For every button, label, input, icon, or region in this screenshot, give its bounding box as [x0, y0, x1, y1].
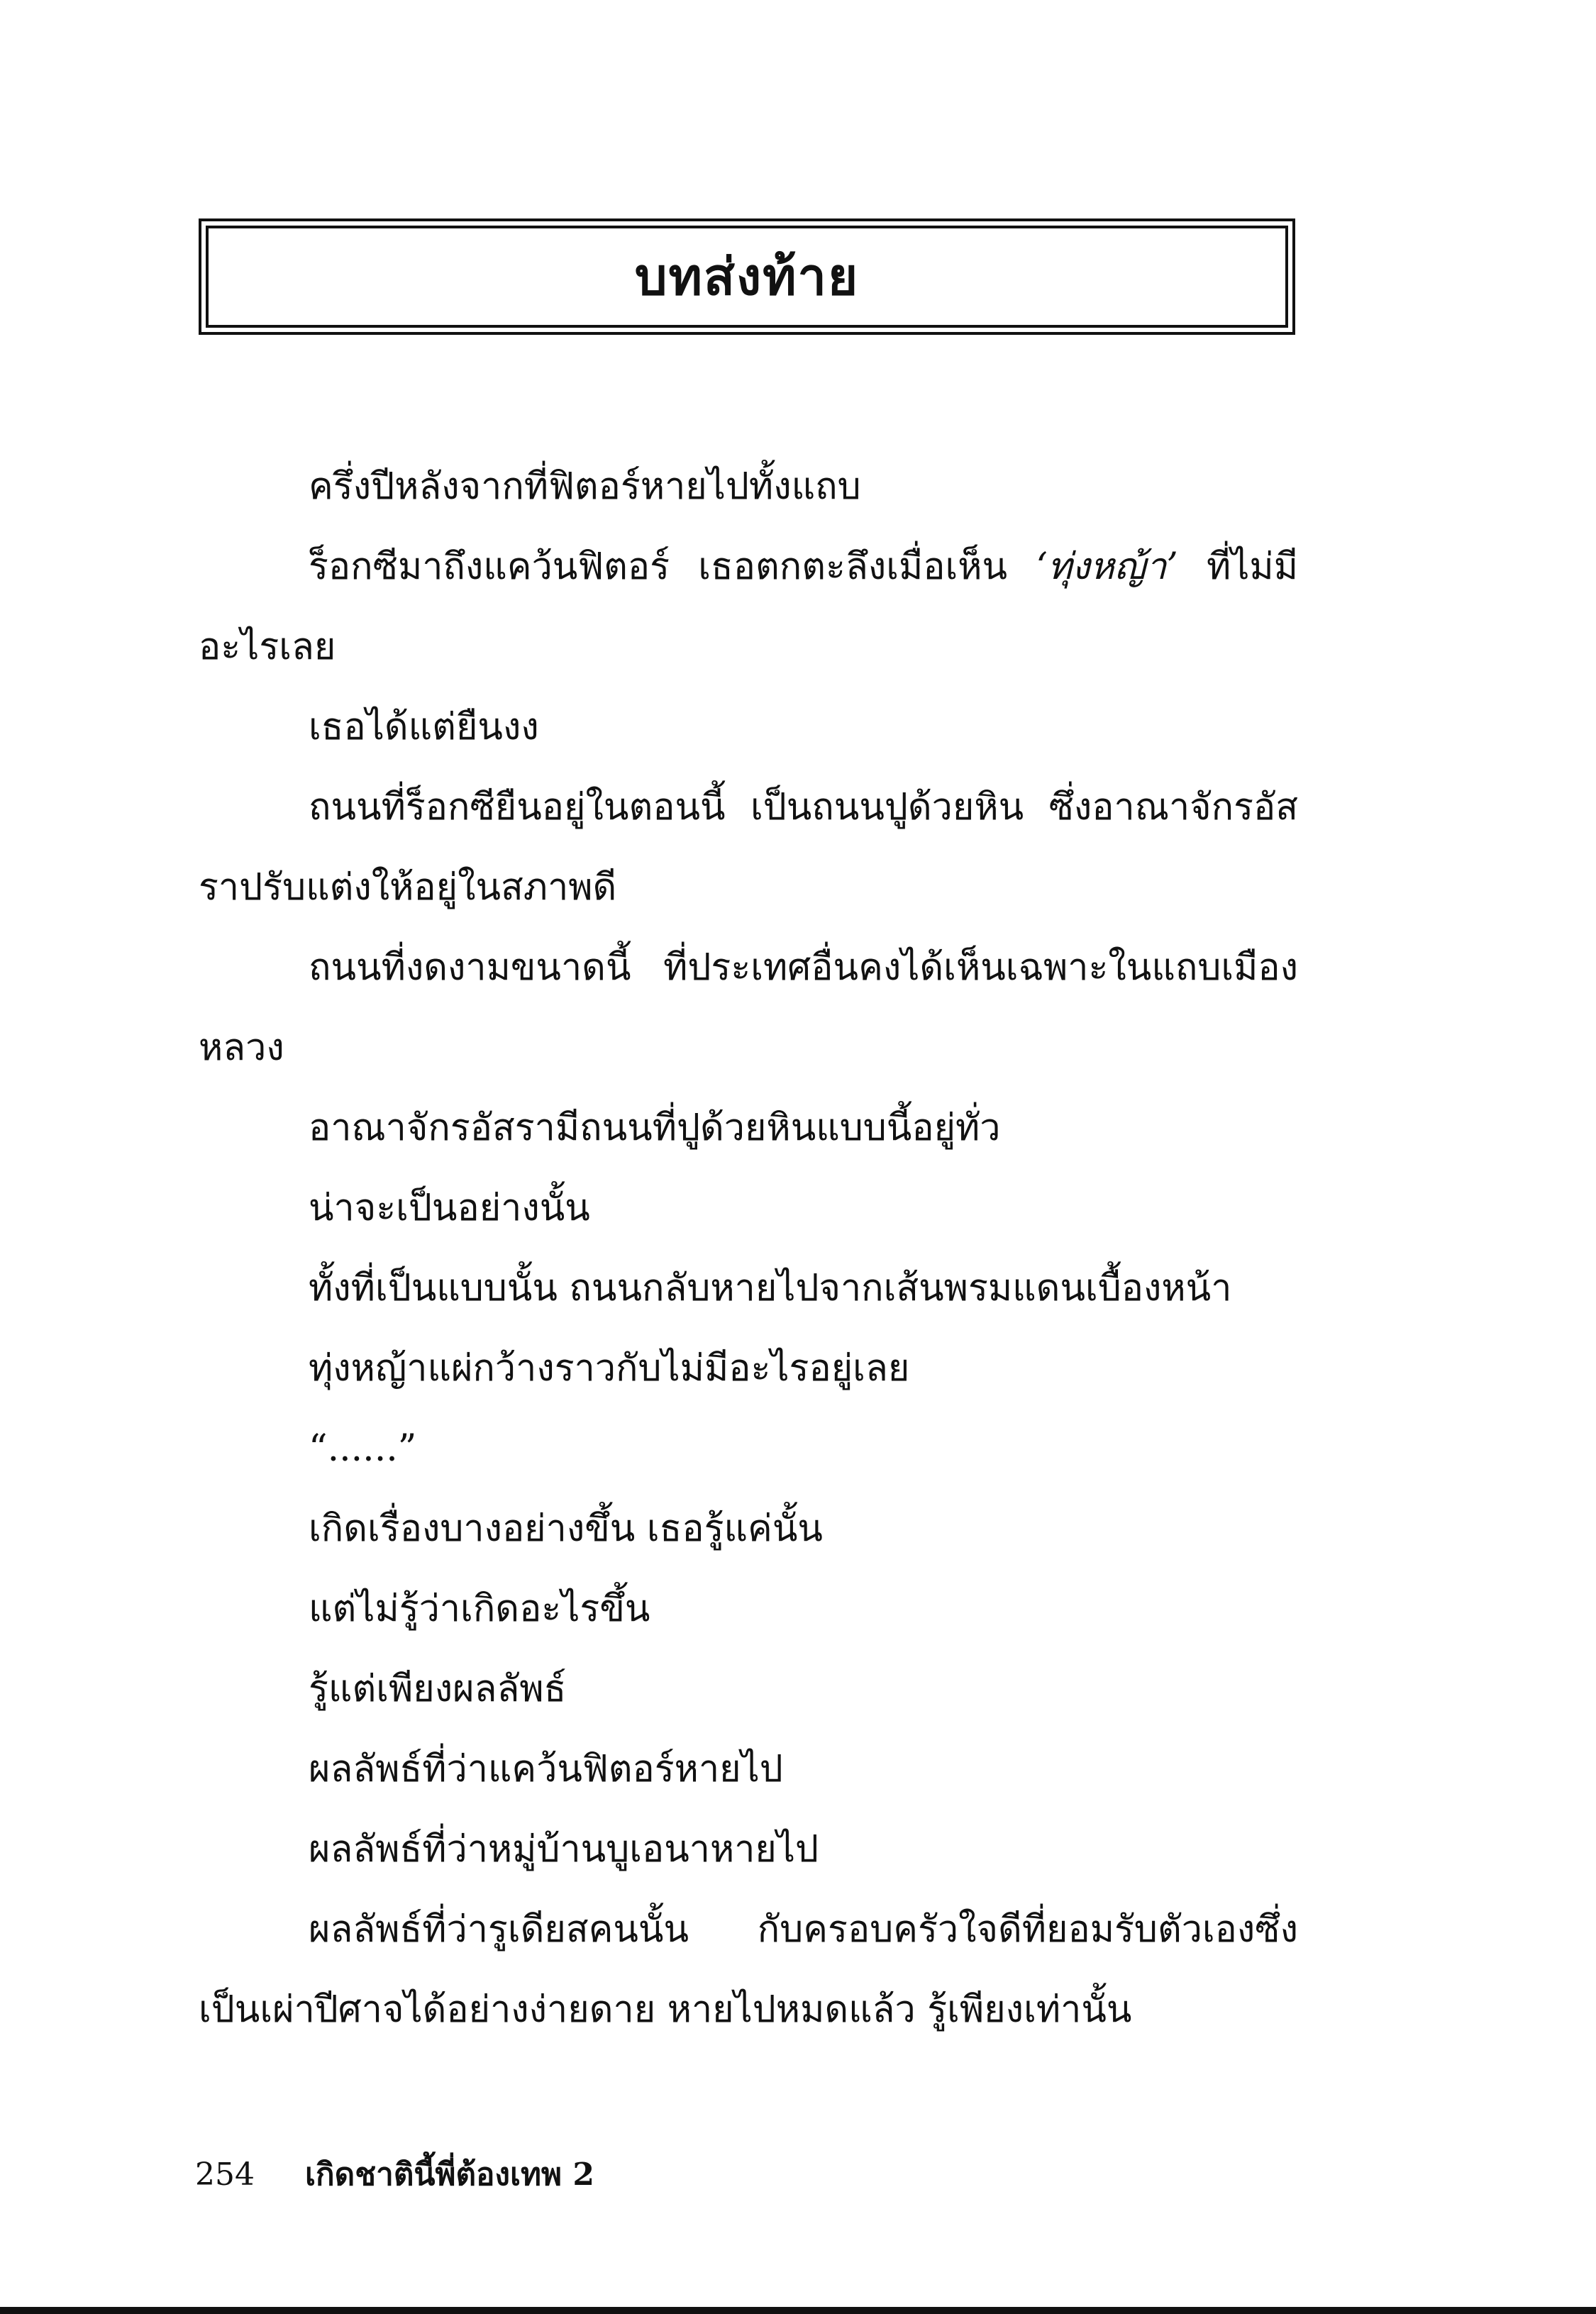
paragraph: แต่ไม่รู้ว่าเกิดอะไรขึ้น: [309, 1588, 650, 1630]
paragraph: เกิดเรื่องบางอย่างขึ้น เธอรู้แค่นั้น: [309, 1507, 823, 1550]
page-number: 254: [195, 2157, 255, 2193]
paragraph: รู้แต่เพียงผลลัพธ์: [309, 1668, 567, 1710]
paragraph: ผลลัพธ์ที่ว่ารูเดียสคนนั้น กับครอบครัวใจดีที่ยอมรับตัวเองซึ่งเป็นเผ่าปีศาจได้อย่างง่ายดาย หายไปหมดแล้ว รู้เพียงเท่านั้น: [199, 1908, 1298, 2031]
paragraph: อาณาจักรอัสรามีถนนที่ปูด้วยหินแบบนี้อยู่ทั่ว: [309, 1107, 1001, 1149]
paragraph: ผลลัพธ์ที่ว่าแคว้นฟิตอร์หายไป: [309, 1748, 783, 1790]
emphasized-term: ‘ทุ่งหญ้า’: [1036, 546, 1178, 588]
paragraph-text-after: ที่ไม่มีอะไรเลย: [199, 546, 1298, 668]
paragraph: “......”: [309, 1427, 417, 1470]
paragraph: ทั้งที่เป็นแบบนั้น ถนนกลับหายไปจากเส้นพรมแดนเบื้องหน้า: [309, 1267, 1232, 1310]
paragraph: เธอได้แต่ยืนงง: [309, 706, 539, 748]
running-book-title: เกิดชาตินี้พี่ต้องเทพ 2: [305, 2157, 594, 2193]
paragraph: ทุ่งหญ้าแผ่กว้างราวกับไม่มีอะไรอยู่เลย: [309, 1347, 910, 1390]
chapter-body: [199, 447, 1298, 2050]
chapter-title-inner-frame: [206, 226, 1288, 328]
paragraph: ผลลัพธ์ที่ว่าหมู่บ้านบูเอนาหายไป: [309, 1828, 819, 1871]
paragraph: [199, 527, 1298, 687]
paragraph: ครึ่งปีหลังจากที่ฟิตอร์หายไปทั้งแถบ: [309, 465, 861, 508]
paragraph: ถนนที่งดงามขนาดนี้ ที่ประเทศอื่นคงได้เห็นเฉพาะในแถบเมืองหลวง: [199, 946, 1298, 1069]
paragraph: ถนนที่ร็อกซียืนอยู่ในตอนนี้ เป็นถนนปูด้วยหิน ซึ่งอาณาจักรอัสราปรับแต่งให้อยู่ในสภาพดี: [199, 786, 1298, 909]
paragraph-text-before: ร็อกซีมาถึงแคว้นฟิตอร์ เธอตกตะลึงเมื่อเห็น: [309, 546, 1036, 588]
chapter-title: บทส่งท้าย: [634, 246, 860, 306]
paragraph: น่าจะเป็นอย่างนั้น: [309, 1187, 590, 1229]
chapter-title-frame: [199, 218, 1295, 335]
page-footer: [195, 2149, 594, 2199]
bottom-edge-rule: [0, 2307, 1596, 2314]
